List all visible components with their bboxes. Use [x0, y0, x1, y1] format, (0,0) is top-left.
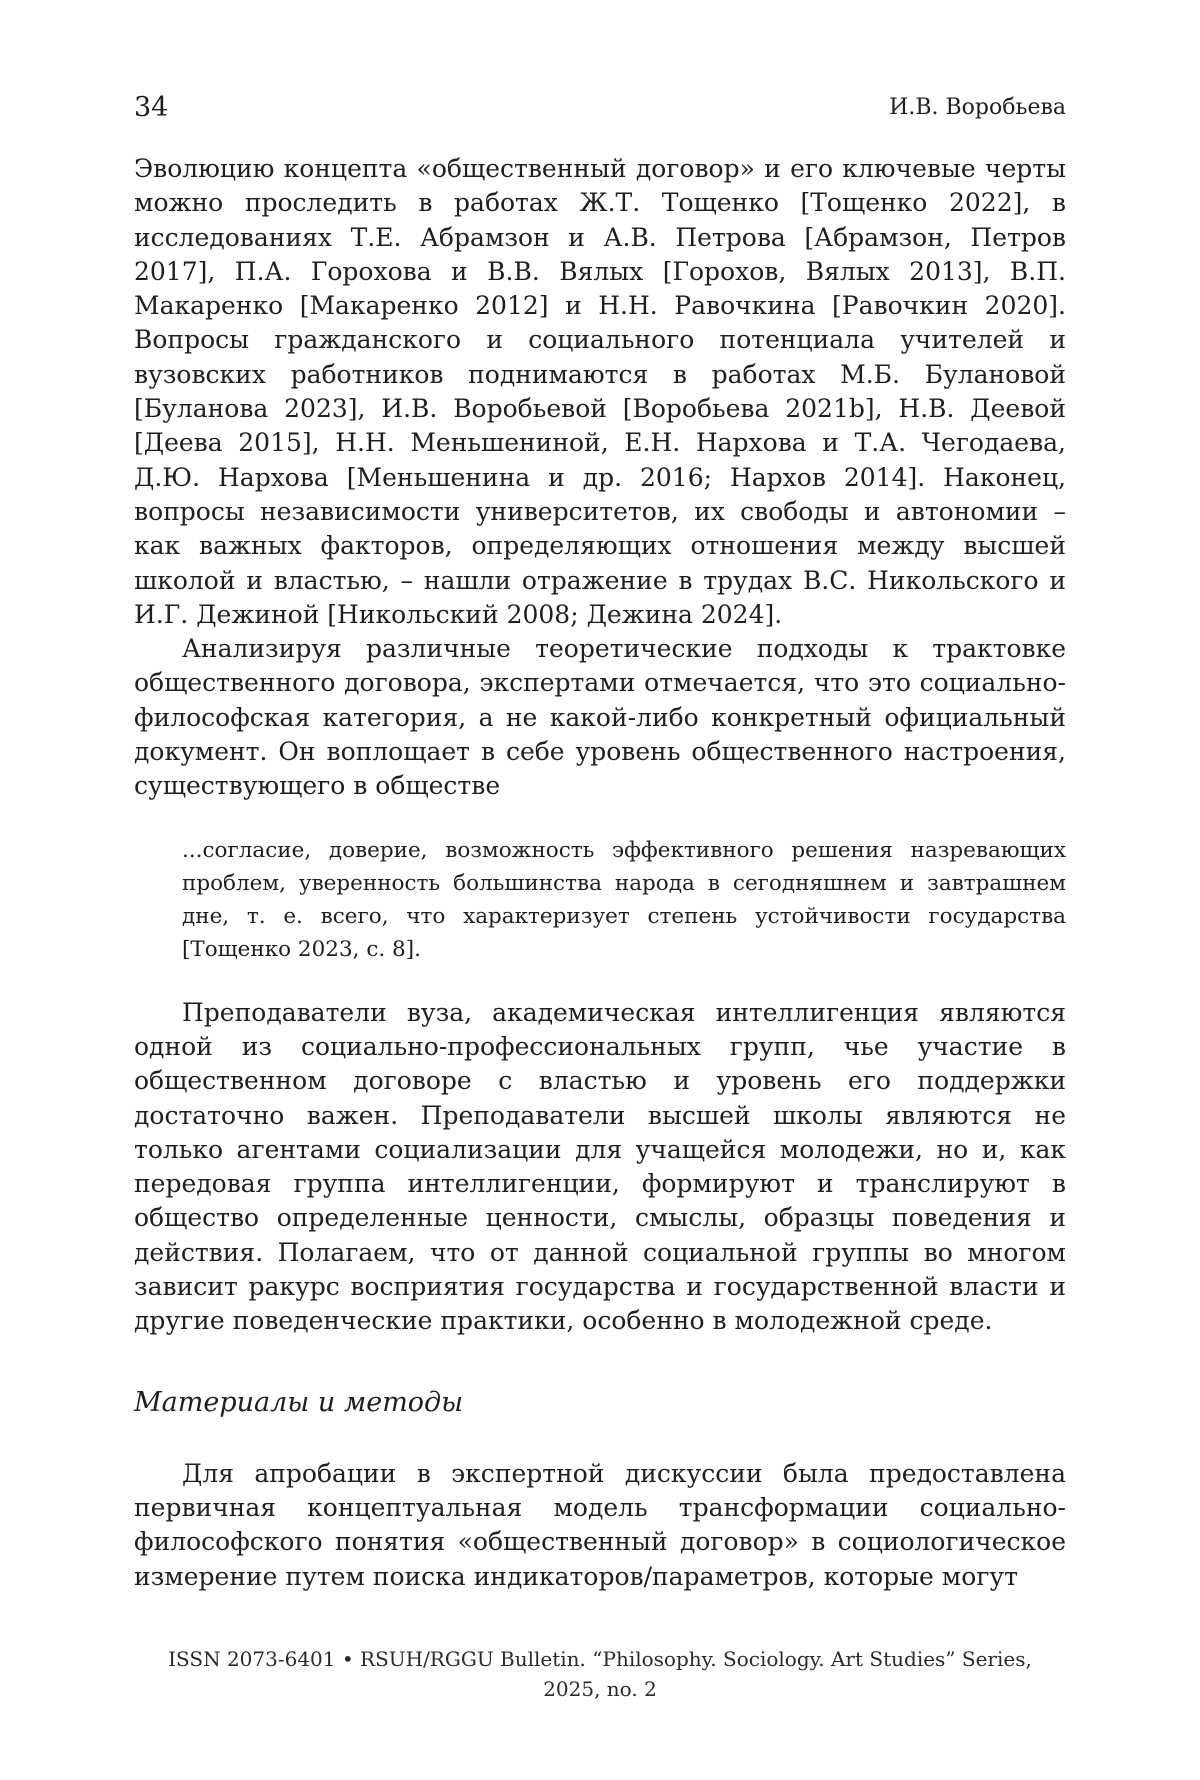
journal-footer [134, 1644, 1066, 1704]
paragraph-theoretical-approaches: Анализируя различные теоретические подходы к трактовке общественного договора, экспертами отмечается, что это социально-философская категория, а не какой-либо конкретный официальный документ. Он воплощает в себе уровень общественного настроения, существующего в обществе [134, 632, 1066, 803]
paragraph-methods: Для апробации в экспертной дискуссии была предоставлена первичная концептуальная модель трансформации социально-философского понятия «общественный договор» в социологическое измерение путем поиска индикаторов/параметров, которые могут [134, 1457, 1066, 1594]
block-quote: ...согласие, доверие, возможность эффективного решения назревающих проблем, уверенность большинства народа в сегодняшнем и завтрашнем дне, т. е. всего, что характеризует степень устойчивости государства [Тощенко 2023, с. 8]. [182, 834, 1066, 966]
section-heading-materials-methods: Материалы и методы [134, 1385, 1066, 1421]
paragraph-teachers-role: Преподаватели вуза, академическая интеллигенция являются одной из социально-профессиональных групп, чье участие в общественном договоре с властью и уровень его поддержки достаточно важен. Преподаватели высшей школы являются не только агентами социализации для учащейся молодежи, но и, как передовая группа интеллигенции, формируют и транслируют в общество определенные ценности, смыслы, образцы поведения и действия. Полагаем, что от данной социальной группы во многом зависит ракурс восприятия государства и государственной власти и другие поведенческие практики, особенно в молодежной среде. [134, 996, 1066, 1339]
running-head-author: И.В. Воробьева [889, 88, 1066, 128]
footer-issn-line: ISSN 2073-6401 • RSUH/RGGU Bulletin. “Philosophy. Sociology. Art Studies” Series, [134, 1644, 1066, 1674]
article-body [134, 152, 1066, 1594]
paragraph-literature-review: Эволюцию концепта «общественный договор» и его ключевые черты можно проследить в работах Ж.Т. Тощенко [Тощенко 2022], в исследованиях Т.Е. Абрамзон и А.В. Петрова [Абрамзон, Петров 2017], П.А. Горохова и В.В. Вялых [Горохов, Вялых 2013], В.П. Макаренко [Макаренко 2012] и Н.Н. Равочкина [Равочкин 2020]. Вопросы гражданского и социального потенциала учителей и вузовских работников поднимаются в работах М.Б. Булановой [Буланова 2023], И.В. Воробьевой [Воробьева 2021b], Н.В. Деевой [Деева 2015], Н.Н. Меньшениной, Е.Н. Нархова и Т.А. Чегодаева, Д.Ю. Нархова [Меньшенина и др. 2016; Нархов 2014]. Наконец, вопросы независимости университетов, их свободы и автономии – как важных факторов, определяющих отношения между высшей школой и властью, – нашли отражение в трудах В.С. Никольского и И.Г. Дежиной [Никольский 2008; Дежина 2024]. [134, 152, 1066, 632]
journal-page [134, 0, 1066, 1780]
page-number: 34 [134, 88, 168, 128]
footer-issue-line: 2025, no. 2 [134, 1674, 1066, 1704]
running-head [134, 88, 1066, 128]
